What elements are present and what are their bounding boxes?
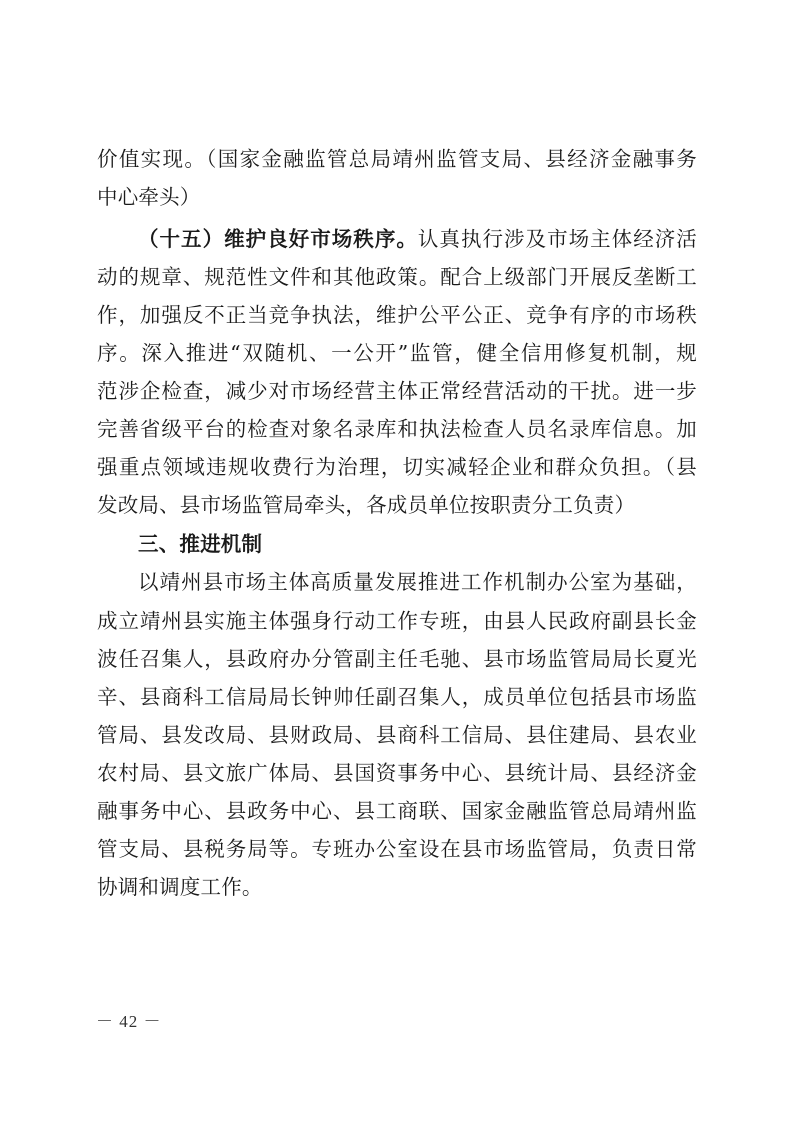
paragraph-2-line-6: 完善省级平台的检查对象名录库和执法检查人员名录库信息。加 [97, 417, 697, 441]
paragraph-3-line-1: 以靖州县市场主体高质量发展推进工作机制办公室为基础， [138, 570, 697, 594]
paragraph-2-line-7: 强重点领域违规收费行为治理，切实减轻企业和群众负担。（县 [97, 455, 697, 479]
paragraph-2-first-line-rest: 认真执行涉及市场主体经济活 [417, 227, 697, 251]
paragraph-3-line-7: 融事务中心、县政务中心、县工商联、国家金融监管总局靖州监 [97, 799, 697, 823]
paragraph-1-line-1: 价值实现。（国家金融监管总局靖州监管支局、县经济金融事务 [97, 147, 697, 171]
paragraph-3-line-5: 管局、县发改局、县财政局、县商科工信局、县住建局、县农业 [97, 723, 697, 747]
paragraph-3-line-4: 辛、县商科工信局局长钟帅任副召集人，成员单位包括县市场监 [97, 685, 697, 709]
paragraph-2-line-5: 范涉企检查，减少对市场经营主体正常经营活动的干扰。进一步 [97, 379, 697, 403]
paragraph-2-line-3: 作，加强反不正当竞争执法，维护公平公正、竞争有序的市场秩 [97, 303, 697, 327]
paragraph-2-line-1 [138, 221, 697, 257]
paragraph-3-line-9: 协调和调度工作。 [97, 875, 263, 899]
item-15-heading: （十五）维护良好市场秩序。 [138, 227, 418, 251]
paragraph-3-line-8: 管支局、县税务局等。专班办公室设在县市场监管局，负责日常 [97, 837, 697, 861]
paragraph-2-line-2: 动的规章、规范性文件和其他政策。配合上级部门开展反垄断工 [97, 265, 697, 289]
section-3-heading: 三、推进机制 [138, 532, 263, 556]
paragraph-1-line-2: 中心牵头） [97, 185, 201, 209]
paragraph-3-line-3: 波任召集人，县政府办分管副主任毛驰、县市场监管局局长夏光 [97, 647, 697, 671]
paragraph-2-line-4: 序。深入推进“双随机、一公开”监管，健全信用修复机制，规 [97, 341, 697, 365]
paragraph-2-line-8: 发改局、县市场监管局牵头，各成员单位按职责分工负责） [97, 493, 636, 517]
paragraph-3-line-2: 成立靖州县实施主体强身行动工作专班，由县人民政府副县长金 [97, 609, 697, 633]
paragraph-3-line-6: 农村局、县文旅广体局、县国资事务中心、县统计局、县经济金 [97, 761, 697, 785]
page-number: － 42 － [96, 1012, 162, 1031]
